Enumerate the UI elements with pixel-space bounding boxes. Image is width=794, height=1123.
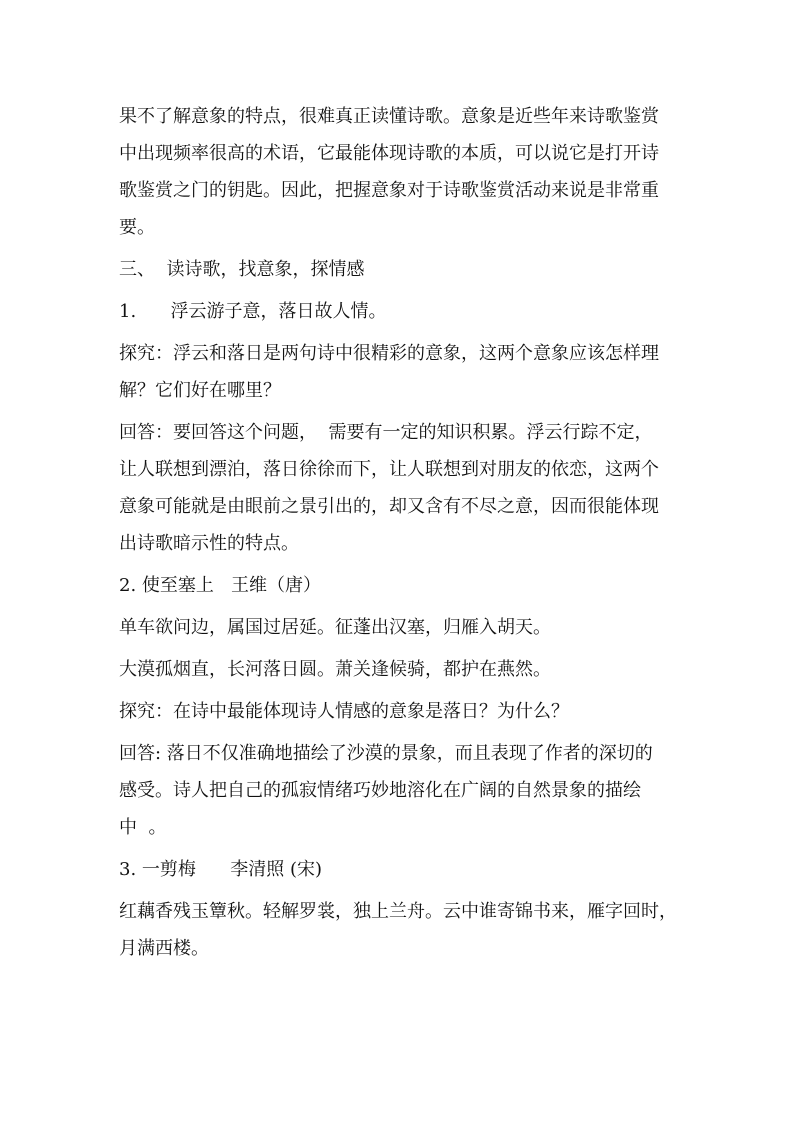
item1-explore xyxy=(119,335,679,409)
item1-title: 1. 浮云游子意，落日故人情。 xyxy=(119,301,387,322)
document-body xyxy=(119,98,679,967)
text-line: 果不了解意象的特点，很难真正读懂诗歌。意象是近些年来诗歌鉴赏 xyxy=(119,106,659,127)
poem-line: 红藕香残玉簟秋。轻解罗裳，独上兰舟。云中谁寄锦书来，雁字回时， xyxy=(119,901,677,922)
item1-answer xyxy=(119,414,679,562)
text-line: 歌鉴赏之门的钥匙。因此，把握意象对于诗歌鉴赏活动来说是非常重 xyxy=(119,180,659,201)
section-heading: 三、 读诗歌，找意象，探情感 xyxy=(119,259,365,280)
item2-explore: 探究：在诗中最能体现诗人情感的意象是落日？为什么？ xyxy=(119,701,569,722)
item2-answer xyxy=(119,735,679,846)
poem-line: 单车欲问边，属国过居延。征蓬出汉塞，归雁入胡天。 xyxy=(119,617,551,638)
text-line: 让人联想到漂泊，落日徐徐而下，让人联想到对朋友的依恋，这两个 xyxy=(119,459,659,480)
intro-paragraph xyxy=(119,98,679,246)
text-line: 回答：要回答这个问题， 需要有一定的知识积累。浮云行踪不定， xyxy=(119,422,653,443)
poem-line: 大漠孤烟直，长河落日圆。萧关逢候骑，都护在燕然。 xyxy=(119,659,551,680)
text-line: 回答: 落日不仅准确地描绘了沙漠的景象，而且表现了作者的深切的 xyxy=(119,743,653,764)
item2-title: 2. 使至塞上 王维（唐） xyxy=(119,575,322,596)
item3-poem xyxy=(119,893,679,967)
text-line: 要。 xyxy=(119,217,155,238)
text-line: 解？它们好在哪里？ xyxy=(119,380,281,401)
text-line: 探究：浮云和落日是两句诗中很精彩的意象，这两个意象应该怎样理 xyxy=(119,343,659,364)
text-line: 中出现频率很高的术语，它最能体现诗歌的本质，可以说它是打开诗 xyxy=(119,143,659,164)
poem-line: 月满西楼。 xyxy=(119,938,209,959)
text-line: 意象可能就是由眼前之景引出的，却又含有不尽之意，因而很能体现 xyxy=(119,496,659,517)
item3-title: 3. 一剪梅 李清照 (宋) xyxy=(119,859,322,880)
item2-poem xyxy=(119,609,679,688)
text-line: 中 。 xyxy=(119,817,167,838)
text-line: 出诗歌暗示性的特点。 xyxy=(119,533,299,554)
text-line: 感受。诗人把自己的孤寂情绪巧妙地溶化在广阔的自然景象的描绘 xyxy=(119,780,641,801)
